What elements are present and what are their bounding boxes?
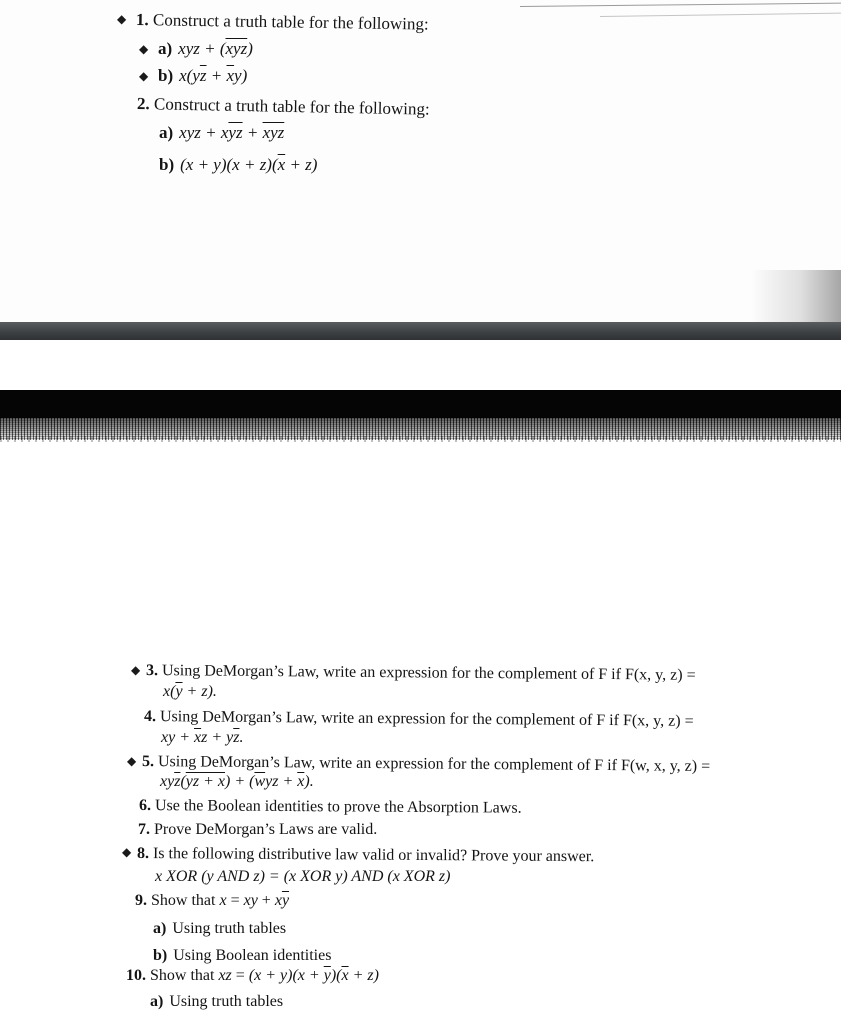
question-7 [138,820,377,840]
bullet-marker: ◆ [131,663,141,677]
question-text: Use the Boolean identities to prove the Absorption Laws. [154,797,522,817]
item-text: Using truth tables [169,993,284,1010]
question-text: Using DeMorgan’s Law, write an expression for the complement of F if F(x, y, z) = [159,708,694,730]
question-number: 9. [135,892,147,909]
question-text: Using DeMorgan’s Law, write an expression for the complement of F if F(w, x, y, z) = [157,753,711,775]
question-number: 10. [126,967,146,984]
item-label: a) [158,39,173,58]
item-text: Using truth tables [172,920,287,937]
cutoff-edge [0,1016,841,1024]
scan-noise [0,436,841,442]
scan-edge-dark [0,390,841,418]
question-3-expr [163,682,217,702]
scan-smudge [751,270,841,322]
expression: $xy\overline{z}(yz + x) + (\overline{w}yz + \overline{x})$. [160,773,314,790]
question-2b [159,155,317,175]
question-number: 2. [136,94,150,114]
question-number: 6. [138,797,152,815]
bullet-marker: ◆ [139,42,149,56]
expression: $x(y\overline{z} + \overline{x}y)$ [179,66,248,85]
item-label: a) [150,993,164,1010]
question-9b [153,946,331,966]
question-2a [159,123,284,143]
gap [0,340,841,390]
question-text: Construct a truth table for the following: [152,10,429,34]
question-number: 3. [145,662,159,680]
expression: x XOR (y AND z) = (x XOR y) AND (x XOR z) [155,868,451,885]
question-text: Show that x = xy + $x\overline{y}$ [151,892,290,909]
question-number: 8. [136,845,150,863]
question-8 [137,844,594,867]
expression: $(x + y)(x + z)(\overline{x} + z)$ [180,155,318,174]
question-9 [135,891,289,911]
item-label: b) [159,155,175,174]
expression: xyz + $x\overline{yz} + \overline{xyz}$ [179,123,285,142]
question-6 [139,796,522,819]
expression: xy + $\overline{x}z + y\overline{z}$. [161,729,244,746]
bullet-marker: ◆ [139,69,149,83]
question-1a [158,39,253,59]
question-3 [146,661,696,686]
page-separator [0,322,841,340]
question-text: Is the following distributive law valid or invalid? Prove your answer. [152,845,595,866]
question-1b [158,66,247,86]
bullet-marker: ◆ [117,12,127,26]
question-number: 7. [138,821,150,838]
question-number: 5. [141,753,155,771]
question-10a [150,992,283,1012]
question-text: Show that xz = $(x + y)(x + \overline{y})(\overline{x} + z)$ [150,967,379,984]
question-text: Using DeMorgan’s Law, write an expression for the complement of F if F(x, y, z) = [161,662,696,684]
top-page [0,0,841,322]
expression: $x(\overline{y} + z)$. [163,683,217,700]
item-label: b) [153,947,168,964]
item-label: a) [153,920,167,937]
item-label: b) [158,66,174,85]
item-label: a) [159,123,174,142]
question-4-expr [161,728,243,748]
question-text: Construct a truth table for the following: [153,94,430,119]
question-5-expr [160,772,314,792]
question-text: Prove DeMorgan’s Laws are valid. [154,821,378,838]
question-10 [126,966,379,986]
question-number: 1. [135,10,149,30]
question-number: 4. [143,708,157,726]
item-text: Using Boolean identities [173,947,332,964]
question-8-expr [155,867,450,887]
bullet-marker: ◆ [122,845,132,859]
expression: xyz + $(\overline{xyz})$ [178,39,253,58]
bullet-marker: ◆ [127,754,137,768]
question-9a [153,919,286,939]
